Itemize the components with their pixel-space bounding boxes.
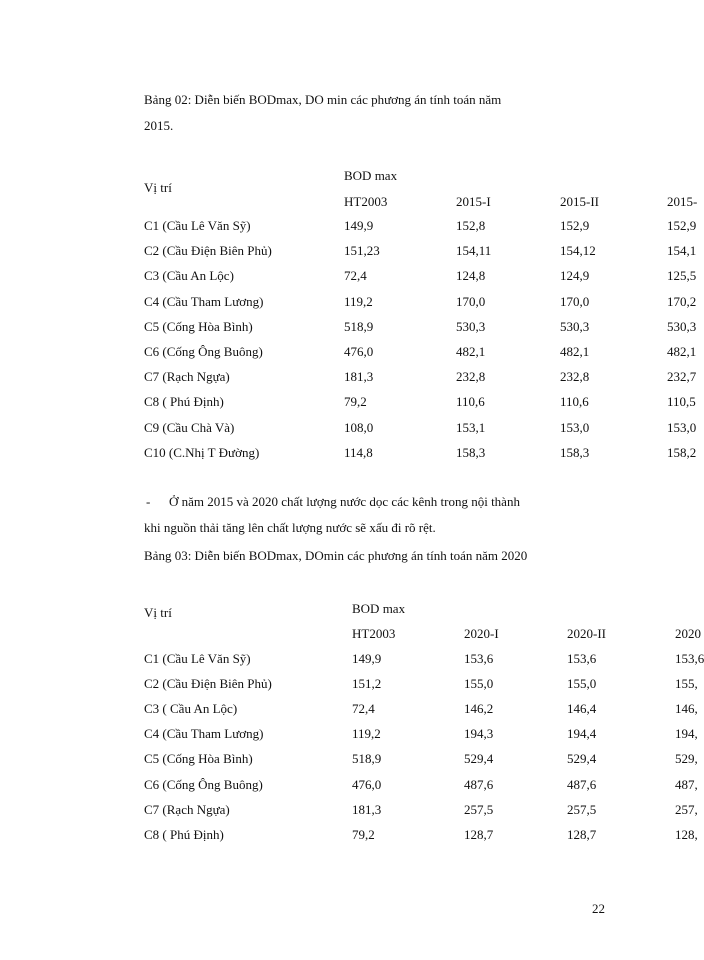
page-number: 22	[592, 901, 605, 916]
table-row-location: C6 (Cống Ông Buông)	[144, 344, 263, 359]
table-cell-value: 153,6	[675, 651, 704, 666]
table-cell-value: 476,0	[352, 776, 382, 792]
table-cell-value: 151,23	[344, 243, 380, 259]
table-cell-value: 128,7	[464, 826, 494, 842]
table-row-location: C1 (Cầu Lê Văn Sỹ)	[144, 651, 251, 666]
table2-col-header-4: 2020	[675, 626, 701, 641]
table-cell-value: 529,4	[464, 751, 494, 767]
table2-location-header: Vị trí	[144, 605, 172, 620]
table-row-location: C10 (C.Nhị T Đường)	[144, 444, 260, 460]
table-cell-value: 194,	[675, 726, 698, 742]
table-cell-value: 72,4	[344, 268, 367, 284]
table-cell-value: 119,2	[344, 293, 373, 309]
table-cell-value: 119,2	[352, 726, 381, 742]
table-cell-value: 124,9	[560, 268, 590, 284]
table-cell-value: 482,1	[560, 344, 590, 359]
table-row-location: C8 ( Phú Định)	[144, 826, 224, 842]
table-cell-value: 155,0	[567, 676, 597, 692]
table-row-location: C4 (Cầu Tham Lương)	[144, 726, 264, 742]
table-row-location: C9 (Cầu Chà Và)	[144, 419, 235, 435]
table2-col-header-3: 2020-II	[567, 626, 606, 641]
table-cell-value: 152,9	[667, 218, 697, 233]
table1-group-header: BOD max	[344, 168, 398, 183]
table-cell-value: 232,8	[456, 369, 486, 385]
table-cell-value: 482,1	[456, 344, 486, 359]
table1-col-header-3: 2015-II	[560, 194, 599, 209]
table-cell-value: 476,0	[344, 344, 374, 359]
table-cell-value: 487,6	[464, 776, 494, 792]
table-row-location: C1 (Cầu Lê Văn Sỹ)	[144, 218, 251, 233]
table-cell-value: 487,6	[567, 776, 597, 792]
table-cell-value: 232,7	[667, 369, 697, 385]
table-cell-value: 181,3	[344, 369, 374, 385]
table-cell-value: 155,0	[464, 676, 494, 692]
table-cell-value: 158,2	[667, 444, 697, 460]
table-row-location: C4 (Cầu Tham Lương)	[144, 293, 264, 309]
table-cell-value: 110,5	[667, 394, 696, 410]
table-cell-value: 529,	[675, 751, 698, 767]
table-cell-value: 72,4	[352, 701, 375, 717]
table-cell-value: 181,3	[352, 801, 382, 817]
table-cell-value: 232,8	[560, 369, 590, 385]
table-cell-value: 154,12	[560, 243, 596, 259]
table-row-location: C5 (Cống Hòa Bình)	[144, 318, 253, 334]
table-row-location: C2 (Cầu Điện Biên Phủ)	[144, 676, 272, 692]
table-cell-value: 530,3	[456, 318, 486, 334]
table-cell-value: 257,	[675, 801, 698, 817]
table-row-location: C6 (Cống Ông Buông)	[144, 776, 263, 792]
table-cell-value: 124,8	[456, 268, 486, 284]
table-cell-value: 194,3	[464, 726, 494, 742]
table-cell-value: 518,9	[352, 751, 382, 767]
paragraph-line1: Ở năm 2015 và 2020 chất lượng nước dọc các kênh trong nội thành	[169, 494, 520, 509]
paragraph-bullet: -	[146, 494, 151, 509]
table-cell-value: 257,5	[567, 801, 597, 817]
table-cell-value: 110,6	[456, 394, 485, 410]
table-cell-value: 170,0	[456, 293, 486, 309]
table-row-location: C7 (Rạch Ngựa)	[144, 801, 230, 817]
table-cell-value: 170,2	[667, 293, 697, 309]
table-cell-value: 108,0	[344, 419, 374, 435]
table-cell-value: 153,1	[456, 419, 486, 435]
table-cell-value: 110,6	[560, 394, 589, 410]
table-cell-value: 154,1	[667, 243, 697, 259]
table-row-location: C3 (Cầu An Lộc)	[144, 268, 234, 284]
table-cell-value: 128,	[675, 826, 698, 842]
table-cell-value: 194,4	[567, 726, 597, 742]
table-row-location: C2 (Cầu Điện Biên Phủ)	[144, 243, 272, 259]
table1-location-header: Vị trí	[144, 180, 172, 195]
table-cell-value: 158,3	[456, 444, 486, 460]
table-cell-value: 146,2	[464, 701, 494, 717]
table-row-location: C3 ( Cầu An Lộc)	[144, 701, 238, 717]
table-cell-value: 530,3	[560, 318, 590, 334]
table-cell-value: 114,8	[344, 444, 373, 460]
paragraph-line2: khi nguồn thải tăng lên chất lượng nước sẽ xấu đi rõ rệt.	[144, 520, 436, 535]
table-cell-value: 257,5	[464, 801, 494, 817]
table-cell-value: 125,5	[667, 268, 697, 284]
table-cell-value: 154,11	[456, 243, 492, 259]
table-cell-value: 151,2	[352, 676, 382, 692]
table-cell-value: 153,0	[560, 419, 590, 435]
table-cell-value: 79,2	[344, 394, 367, 410]
table1-col-header-2: 2015-I	[456, 194, 491, 209]
table-cell-value: 529,4	[567, 751, 597, 767]
table-cell-value: 158,3	[560, 444, 590, 460]
table-cell-value: 152,9	[560, 218, 590, 233]
table-cell-value: 518,9	[344, 318, 374, 334]
table2-caption: Bảng 03: Diễn biến BODmax, DOmin các phương án tính toán năm 2020	[144, 548, 528, 563]
table1-caption-line1: Bảng 02: Diễn biến BODmax, DO min các phương án tính toán năm	[144, 92, 502, 107]
table-cell-value: 79,2	[352, 826, 375, 842]
table-cell-value: 146,4	[567, 701, 597, 717]
table-cell-value: 170,0	[560, 293, 590, 309]
table1-col-header-4: 2015-	[667, 194, 698, 209]
table-row-location: C7 (Rạch Ngựa)	[144, 369, 230, 385]
table-row-location: C8 ( Phú Định)	[144, 394, 224, 410]
table-row-location: C5 (Cống Hòa Bình)	[144, 751, 253, 767]
table-cell-value: 487,	[675, 776, 698, 792]
table1-caption-line2: 2015.	[144, 118, 174, 133]
table2-col-header-1: HT2003	[352, 626, 396, 641]
table-cell-value: 153,0	[667, 419, 697, 435]
table-cell-value: 149,9	[344, 218, 374, 233]
table-cell-value: 149,9	[352, 651, 382, 666]
table-cell-value: 153,6	[567, 651, 597, 666]
table1-col-header-1: HT2003	[344, 194, 388, 209]
table-cell-value: 530,3	[667, 318, 697, 334]
table-cell-value: 146,	[675, 701, 698, 717]
table-cell-value: 155,	[675, 676, 698, 692]
table-cell-value: 482,1	[667, 344, 697, 359]
table-cell-value: 152,8	[456, 218, 486, 233]
table-cell-value: 128,7	[567, 826, 597, 842]
table2-col-header-2: 2020-I	[464, 626, 499, 641]
table-cell-value: 153,6	[464, 651, 494, 666]
table2-group-header: BOD max	[352, 601, 406, 616]
